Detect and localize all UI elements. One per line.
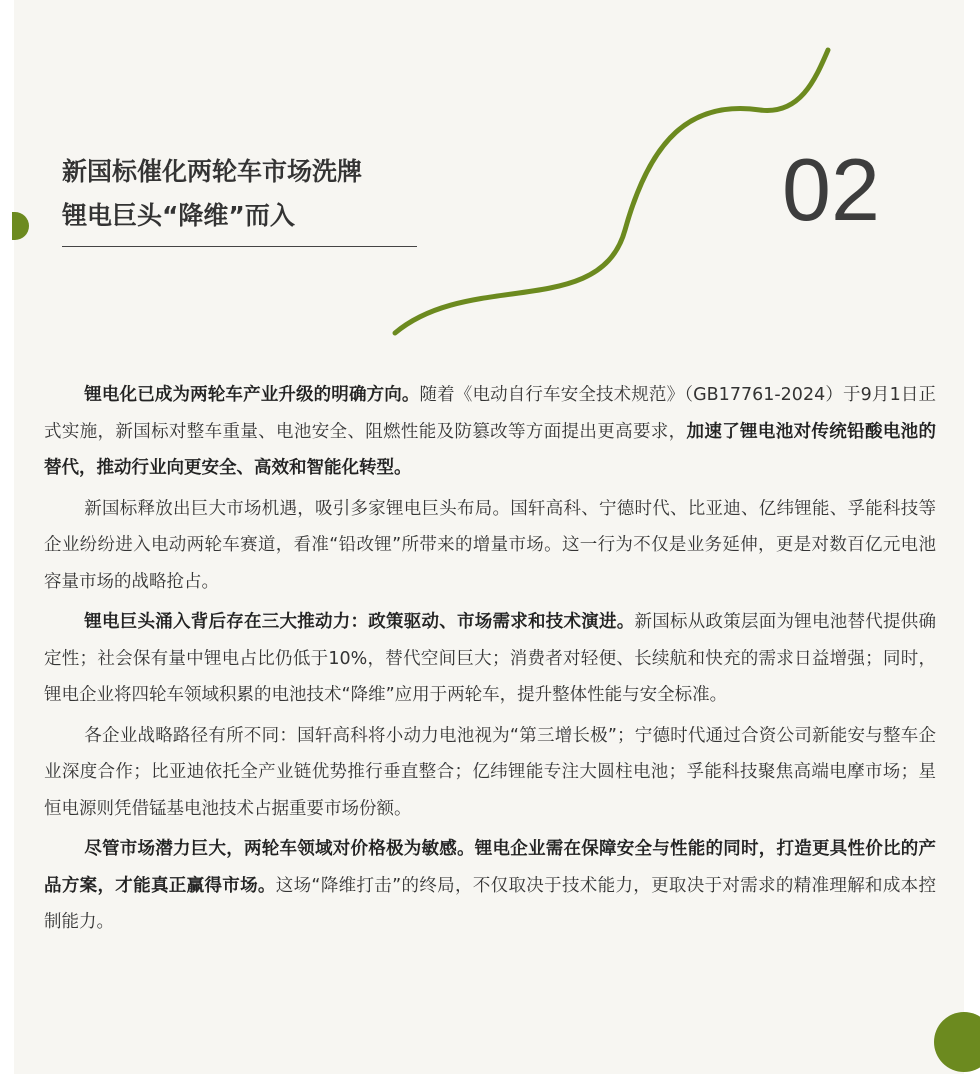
paragraph-2-text: 新国标释放出巨大市场机遇，吸引多家锂电巨头布局。国轩高科、宁德时代、比亚迪、亿纬锂能、孚能科技等企业纷纷进入电动两轮车赛道，看准“铅改锂”所带来的增量市场。这一行为不仅是业务延伸，更是对数百亿元电池容量市场的战略抢占。 [44,498,936,592]
paragraph-3-lead: 锂电巨头涌入背后存在三大推动力：政策驱动、市场需求和技术演进。 [84,612,635,632]
paragraph-5-lead: 尽管市场潜力巨大，两轮车领域对价格极为敏感。锂电企业需在保障安全与性能的同时，打造更具性价比的产品方案，才能真正赢得市场。 [44,839,936,896]
paragraph-4 [44,718,936,828]
paragraph-1-text: 随着《电动自行车安全技术规范》（GB17761-2024）于9月1日正式实施，新国标对整车重量、电池安全、阻燃性能及防篡改等方面提出更高要求， [44,385,936,442]
section-number: 02 [782,140,880,239]
article-body [44,377,936,945]
title-line-1: 新国标催化两轮车市场洗牌 [62,157,363,186]
paragraph-3 [44,604,936,714]
paragraph-3-text: 新国标从政策层面为锂电池替代提供确定性；社会保有量中锂电占比仍低于10%，替代空间巨大；消费者对轻便、长续航和快充的需求日益增强；同时，锂电企业将四轮车领域积累的电池技术“降维”应用于两轮车，提升整体性能与安全标准。 [44,612,936,705]
paragraph-5 [44,831,936,941]
paragraph-1-lead: 锂电化已成为两轮车产业升级的明确方向。 [84,385,420,405]
paragraph-4-text: 各企业战略路径有所不同：国轩高科将小动力电池视为“第三增长极”；宁德时代通过合资公司新能安与整车企业深度合作；比亚迪依托全产业链优势推行垂直整合；亿纬锂能专注大圆柱电池；孚能科技聚焦高端电摩市场；星恒电源则凭借锰基电池技术占据重要市场份额。 [44,725,936,819]
paragraph-1-emphasis: 加速了锂电池对传统铅酸电池的替代，推动行业向更安全、高效和智能化转型。 [44,421,937,478]
paragraph-2 [44,491,936,601]
paragraph-5-text: 这场“降维打击”的终局，不仅取决于技术能力，更取决于对需求的精准理解和成本控制能力。 [44,875,937,932]
paragraph-1 [44,377,936,487]
section-title [62,150,417,247]
title-line-2: 锂电巨头“降维”而入 [62,201,295,230]
